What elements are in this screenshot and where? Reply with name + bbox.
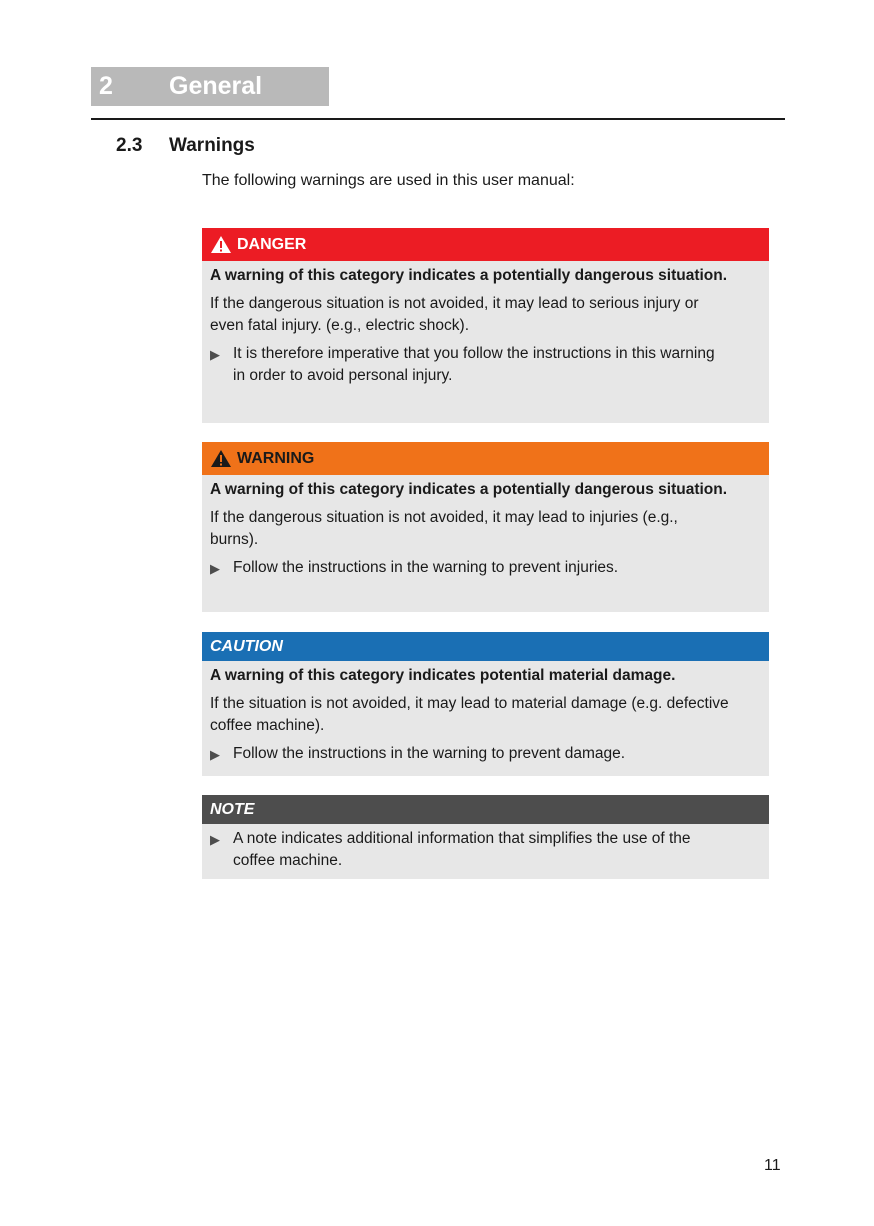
step-arrow-icon: ▶ — [210, 747, 220, 762]
danger-box — [202, 228, 769, 423]
warning-header — [202, 442, 769, 475]
note-step-text: A note indicates additional information that simplifies the use of the coffee machine. — [233, 830, 691, 869]
warning-step-text: Follow the instructions in the warning to prevent injuries. — [233, 559, 619, 576]
step-arrow-icon: ▶ — [210, 832, 220, 847]
note-title: NOTE — [210, 800, 255, 818]
warning-step — [210, 557, 729, 580]
note-header — [202, 795, 769, 824]
warning-text: If the dangerous situation is not avoided, it may lead to injuries (e.g., burns). — [210, 509, 678, 548]
caution-box — [202, 632, 769, 776]
danger-step-text: It is therefore imperative that you follow the instructions in this warning in order to avoid personal injury. — [233, 345, 715, 384]
warning-title: WARNING — [237, 449, 315, 467]
warning-lead: A warning of this category indicates a potentially dangerous situation. — [210, 481, 728, 498]
caution-step — [210, 743, 729, 766]
note-step — [210, 828, 729, 872]
danger-header — [202, 228, 769, 261]
caution-step-text: Follow the instructions in the warning to prevent damage. — [233, 745, 626, 762]
danger-step — [210, 343, 729, 387]
danger-lead: A warning of this category indicates a potentially dangerous situation. — [210, 267, 728, 284]
warning-triangle-icon — [210, 235, 232, 254]
caution-title: CAUTION — [210, 637, 283, 655]
step-arrow-icon: ▶ — [210, 347, 220, 362]
intro-text: The following warnings are used in this user manual: — [202, 172, 575, 189]
section-title: Warnings — [169, 135, 255, 156]
caution-text: If the situation is not avoided, it may lead to material damage (e.g. defective coffee machine). — [210, 695, 729, 734]
caution-header — [202, 632, 769, 661]
chapter-title: General — [169, 72, 263, 100]
danger-title: DANGER — [237, 235, 307, 253]
caution-lead: A warning of this category indicates potential material damage. — [210, 667, 676, 684]
warning-triangle-icon — [210, 449, 232, 468]
warning-box — [202, 442, 769, 612]
note-box — [202, 795, 769, 879]
chapter-divider — [91, 118, 785, 120]
chapter-number: 2 — [99, 72, 113, 100]
section-number: 2.3 — [116, 135, 143, 156]
step-arrow-icon: ▶ — [210, 561, 220, 576]
danger-text: If the dangerous situation is not avoided, it may lead to serious injury or even fatal injury. (e.g., electric shock). — [210, 295, 699, 334]
page-number: 11 — [764, 1157, 781, 1174]
chapter-heading — [91, 67, 329, 106]
